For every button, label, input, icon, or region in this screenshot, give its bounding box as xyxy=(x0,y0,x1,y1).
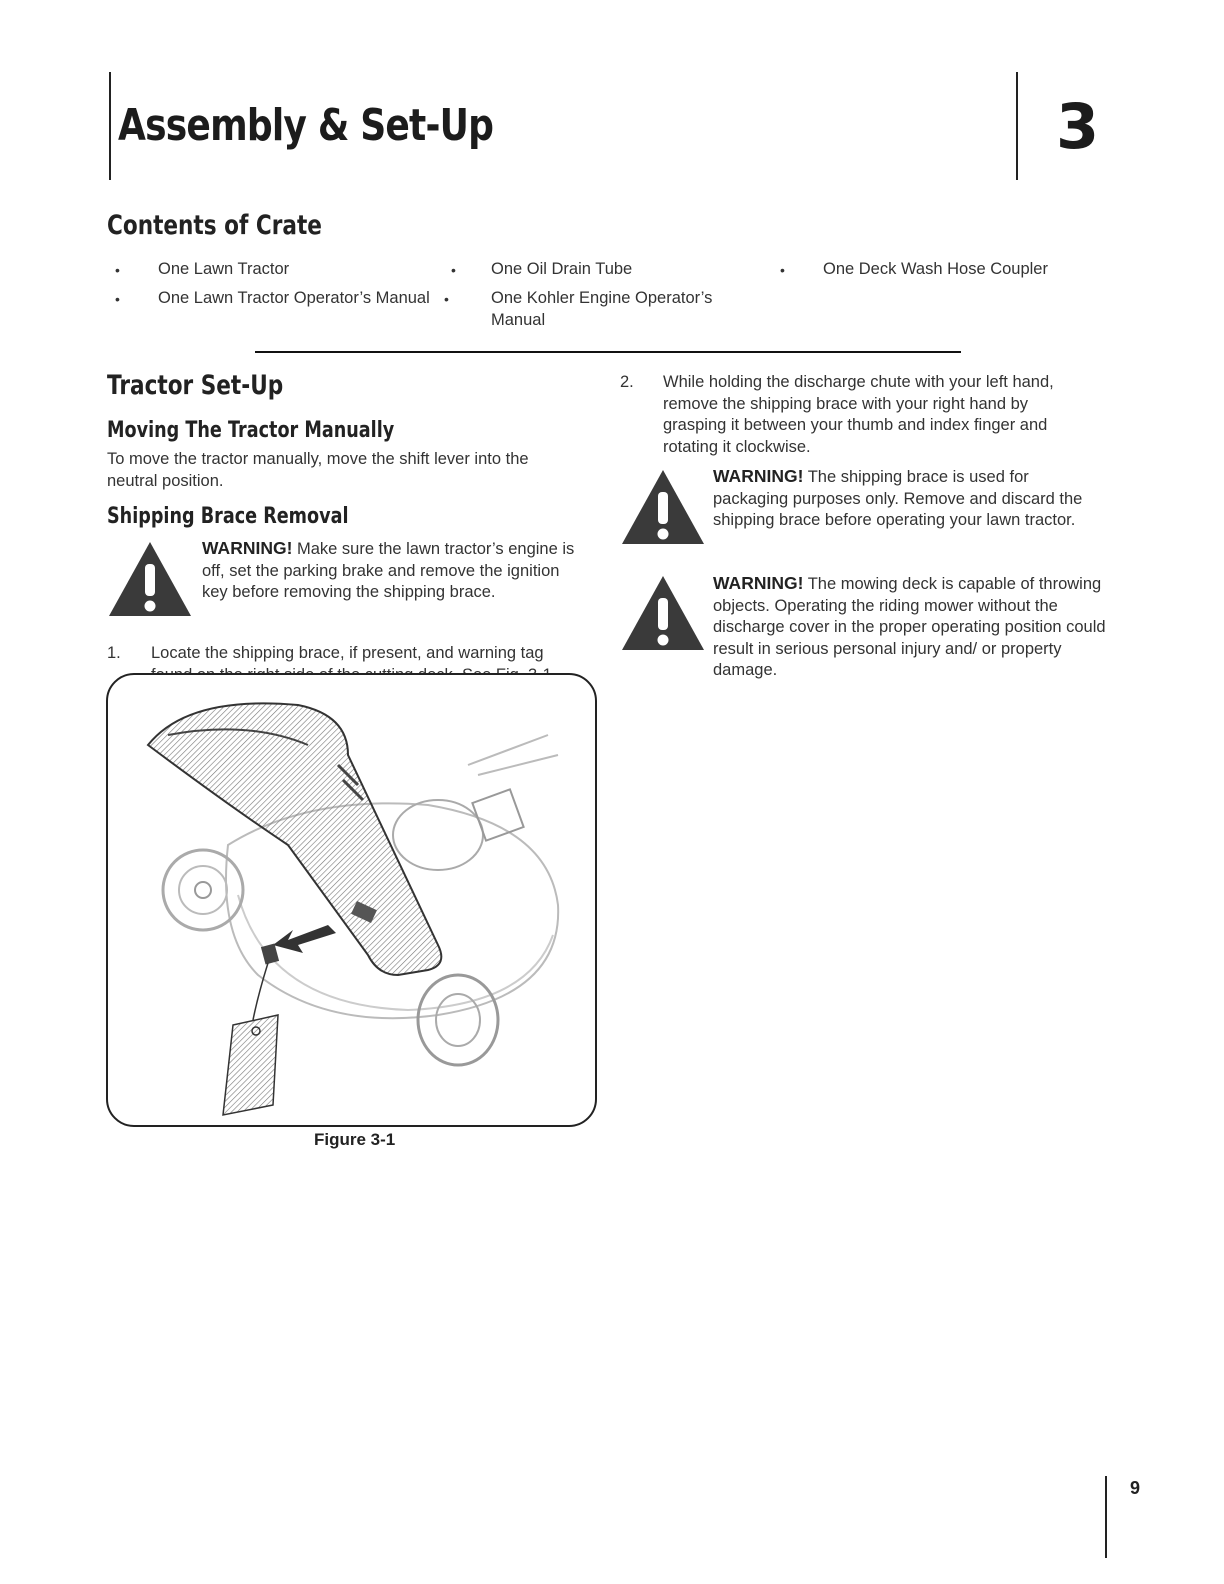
crate-item: One Lawn Tractor xyxy=(158,260,290,278)
contents-heading: Contents of Crate xyxy=(107,210,322,241)
warning-label: WARNING! xyxy=(202,538,293,558)
mower-deck-illustration xyxy=(108,675,595,1125)
warning-triangle-icon xyxy=(620,574,706,652)
warning-triangle-icon xyxy=(620,468,706,546)
step-text: Locate the shipping brace, if present, and warning tag xyxy=(151,644,544,662)
page-title: Assembly & Set-Up xyxy=(118,100,494,151)
step-text: While holding the discharge chute with your left hand, remove the shipping brace with your right hand by grasping it between your thumb and index finger and rotating it clockwise. xyxy=(663,373,1054,456)
figure-caption: Figure 3-1 xyxy=(314,1130,396,1149)
chapter-number: 3 xyxy=(1056,90,1100,163)
page-number: 9 xyxy=(1130,1478,1141,1498)
moving-text: To move the tractor manually, move the shift lever into the neutral position. xyxy=(107,450,529,490)
crate-item: One Oil Drain Tube xyxy=(491,260,633,278)
header-right-bar xyxy=(1016,72,1018,180)
bullet-icon: • xyxy=(444,291,449,307)
shipping-warning xyxy=(202,538,587,604)
tractor-setup-heading: Tractor Set-Up xyxy=(107,370,284,401)
header-left-bar xyxy=(109,72,111,180)
figure-3-1 xyxy=(106,673,597,1127)
crate-item: One Deck Wash Hose Coupler xyxy=(823,260,1048,278)
step-number: 2. xyxy=(620,373,634,391)
warning-label: WARNING! xyxy=(713,573,804,593)
crate-item: One Lawn Tractor Operator’s Manual xyxy=(158,289,430,307)
bullet-icon: • xyxy=(115,291,120,307)
warning-label: WARNING! xyxy=(713,466,804,486)
warning-text: Make sure the lawn tractor’s engine is off, set the parking brake and remove the ignition key before removing the shipping brace. xyxy=(202,540,575,601)
moving-heading: Moving The Tractor Manually xyxy=(107,418,395,443)
deck-warning xyxy=(713,573,1108,682)
warning-triangle-icon xyxy=(107,540,193,618)
shipping-heading: Shipping Brace Removal xyxy=(107,504,349,529)
bullet-icon: • xyxy=(115,262,120,278)
warning-text: The shipping brace is used for packaging purposes only. Remove and discard the shipping brace before operating your lawn tractor. xyxy=(713,468,1083,529)
bullet-icon: • xyxy=(780,262,785,278)
brace-warning xyxy=(713,466,1098,532)
warning-text: The mowing deck is capable of throwing objects. Operating the riding mower without the discharge cover in the proper operating position could result in serious personal injury and/ or property damage. xyxy=(713,575,1106,679)
step-number: 1. xyxy=(107,644,121,662)
footer-bar xyxy=(1105,1476,1107,1558)
crate-item: One Kohler Engine Operator’s Manual xyxy=(491,289,713,329)
section-divider xyxy=(255,351,961,353)
bullet-icon: • xyxy=(451,262,456,278)
